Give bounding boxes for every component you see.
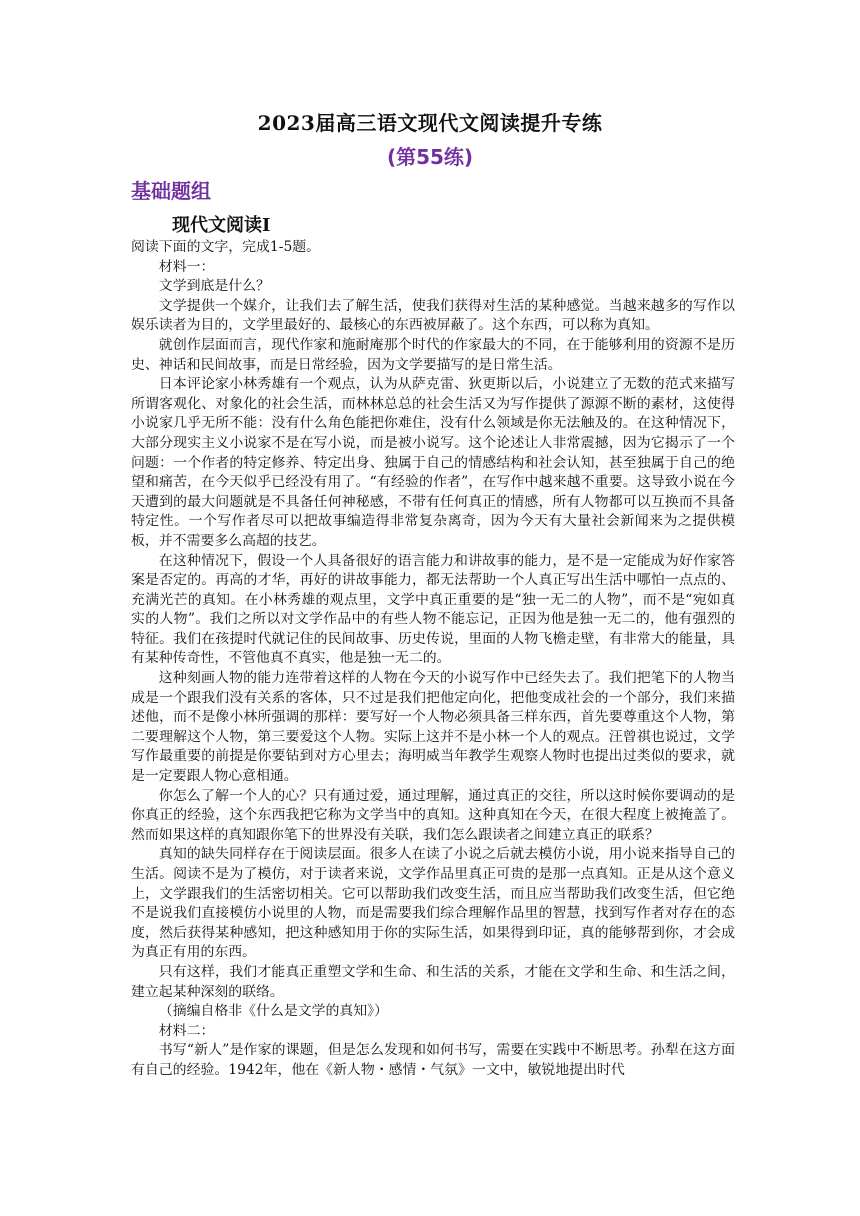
- paragraph: 文学到底是什么？: [158, 278, 270, 295]
- paragraph: 这种刻画人物的能力连带着这样的人物在今天的小说写作中已经失去了。我们把笔下的人物当成是一个跟我们没有关系的客体，只不过是我们把他定向化，把他变成社会的一个部分，我们来描述他，而不是像小林所强调的那样：要写好一个人物必须具备三样东西，首先要尊重这个人物，第二要理解这个人物，第三要爱这个人物。实际上这并不是小林一个人的观点。汪曾祺也说过，文学写作最重要的前提是你要钻到对方心里去；海明威当年教学生观察人物时也提出过类似的要求，就是一定要跟人物心意相通。: [131, 670, 735, 785]
- subsection-heading: 现代文阅读Ⅰ: [172, 215, 271, 236]
- paragraph: 就创作层面而言，现代作家和施耐庵那个时代的作家最大的不同，在于能够利用的资源不是历史、神话和民间故事，而是日常经验，因为文学要描写的是日常生活。: [131, 336, 735, 373]
- document-subtitle: (第55练): [386, 145, 474, 169]
- paragraph: 材料二：: [158, 1022, 215, 1039]
- paragraph: 日本评论家小林秀雄有一个观点，认为从萨克雷、狄更斯以后，小说建立了无数的范式来描写所谓客观化、对象化的社会生活，而林林总总的社会生活又为写作提供了源源不断的素材，这使得小说家几乎无所不能：没有什么角色能把你难住，没有什么领域是你无法触及的。在这种情况下，大部分现实主义小说家不是在写小说，而是被小说写。这个论述让人非常震撼，因为它揭示了一个问题：一个作者的特定修养、特定出身、独属于自己的情感结构和社会认知，甚至独属于自己的绝望和痛苦，在今天似乎已经没有用了。“有经验的作者”，在写作中越来越不重要。这导致小说在今天遭到的最大问题就是不具备任何神秘感，不带有任何真正的情感，所有人物都可以互换而不具备特定性。一个写作者尽可以把故事编造得非常复杂离奇，因为今天有大量社会新闻来为之提供模板，并不需要多么高超的技艺。: [131, 376, 735, 549]
- paragraph: 材料一：: [158, 258, 215, 275]
- paragraph: 在这种情况下，假设一个人具备很好的语言能力和讲故事的能力，是不是一定能成为好作家答案是否定的。再高的才华，再好的讲故事能力，都无法帮助一个人真正写出生活中哪怕一点点的、充满光芒的真知。在小林秀雄的观点里，文学中真正重要的是“独一无二的人物”，而不是“宛如真实的人物”。我们之所以对文学作品中的有些人物不能忘记，正因为他是独一无二的，他有强烈的特征。我们在孩提时代就记住的民间故事、历史传说，里面的人物飞檐走壁，有非常大的能量，具有某种传奇性，不管他真不真实，他是独一无二的。: [131, 552, 735, 667]
- document-title: 2023届高三语文现代文阅读提升专练: [257, 111, 603, 135]
- paragraph: 书写“新人”是作家的课题，但是怎么发现和如何书写，需要在实践中不断思考。孙犁在这方面有自己的经验。1942年，他在《新人物・感情・气氛》一文中，敏锐地提出时代: [131, 1042, 735, 1078]
- instruction-line: 阅读下面的文字，完成1-5题。: [131, 239, 321, 255]
- paragraph: 你怎么了解一个人的心？只有通过爱，通过理解，通过真正的交往，所以这时候你要调动的是你真正的经验，这个东西我把它称为文学当中的真知。这种真知在今天，在很大程度上被掩盖了。然而如果这样的真知跟你笔下的世界没有关联，我们怎么跟读者之间建立真正的联系？: [131, 787, 735, 843]
- paragraph: 只有这样，我们才能真正重塑文学和生命、和生活的关系，才能在文学和生命、和生活之间，建立起某种深刻的联络。: [131, 963, 735, 1000]
- article-body: [131, 238, 735, 1081]
- source-citation: （摘编自格非《什么是文学的真知》）: [158, 1003, 388, 1020]
- section-heading: 基础题组: [131, 179, 211, 203]
- paragraph: 文学提供一个媒介，让我们去了解生活，使我们获得对生活的某种感觉。当越来越多的写作以娱乐读者为目的，文学里最好的、最核心的东西被屏蔽了。这个东西，可以称为真知。: [131, 297, 735, 334]
- paragraph: 真知的缺失同样存在于阅读层面。很多人在读了小说之后就去模仿小说，用小说来指导自己的生活。阅读不是为了模仿，对于读者来说，文学作品里真正可贵的是那一点真知。正是从这个意义上，文学跟我们的生活密切相关。它可以帮助我们改变生活，而且应当帮助我们改变生活，但它绝不是说我们直接模仿小说里的人物，而是需要我们综合理解作品里的智慧，找到写作者对存在的态度，然后获得某种感知，把这种感知用于你的实际生活，如果得到印证，真的能够帮到你，才会成为真正有用的东西。: [131, 846, 735, 961]
